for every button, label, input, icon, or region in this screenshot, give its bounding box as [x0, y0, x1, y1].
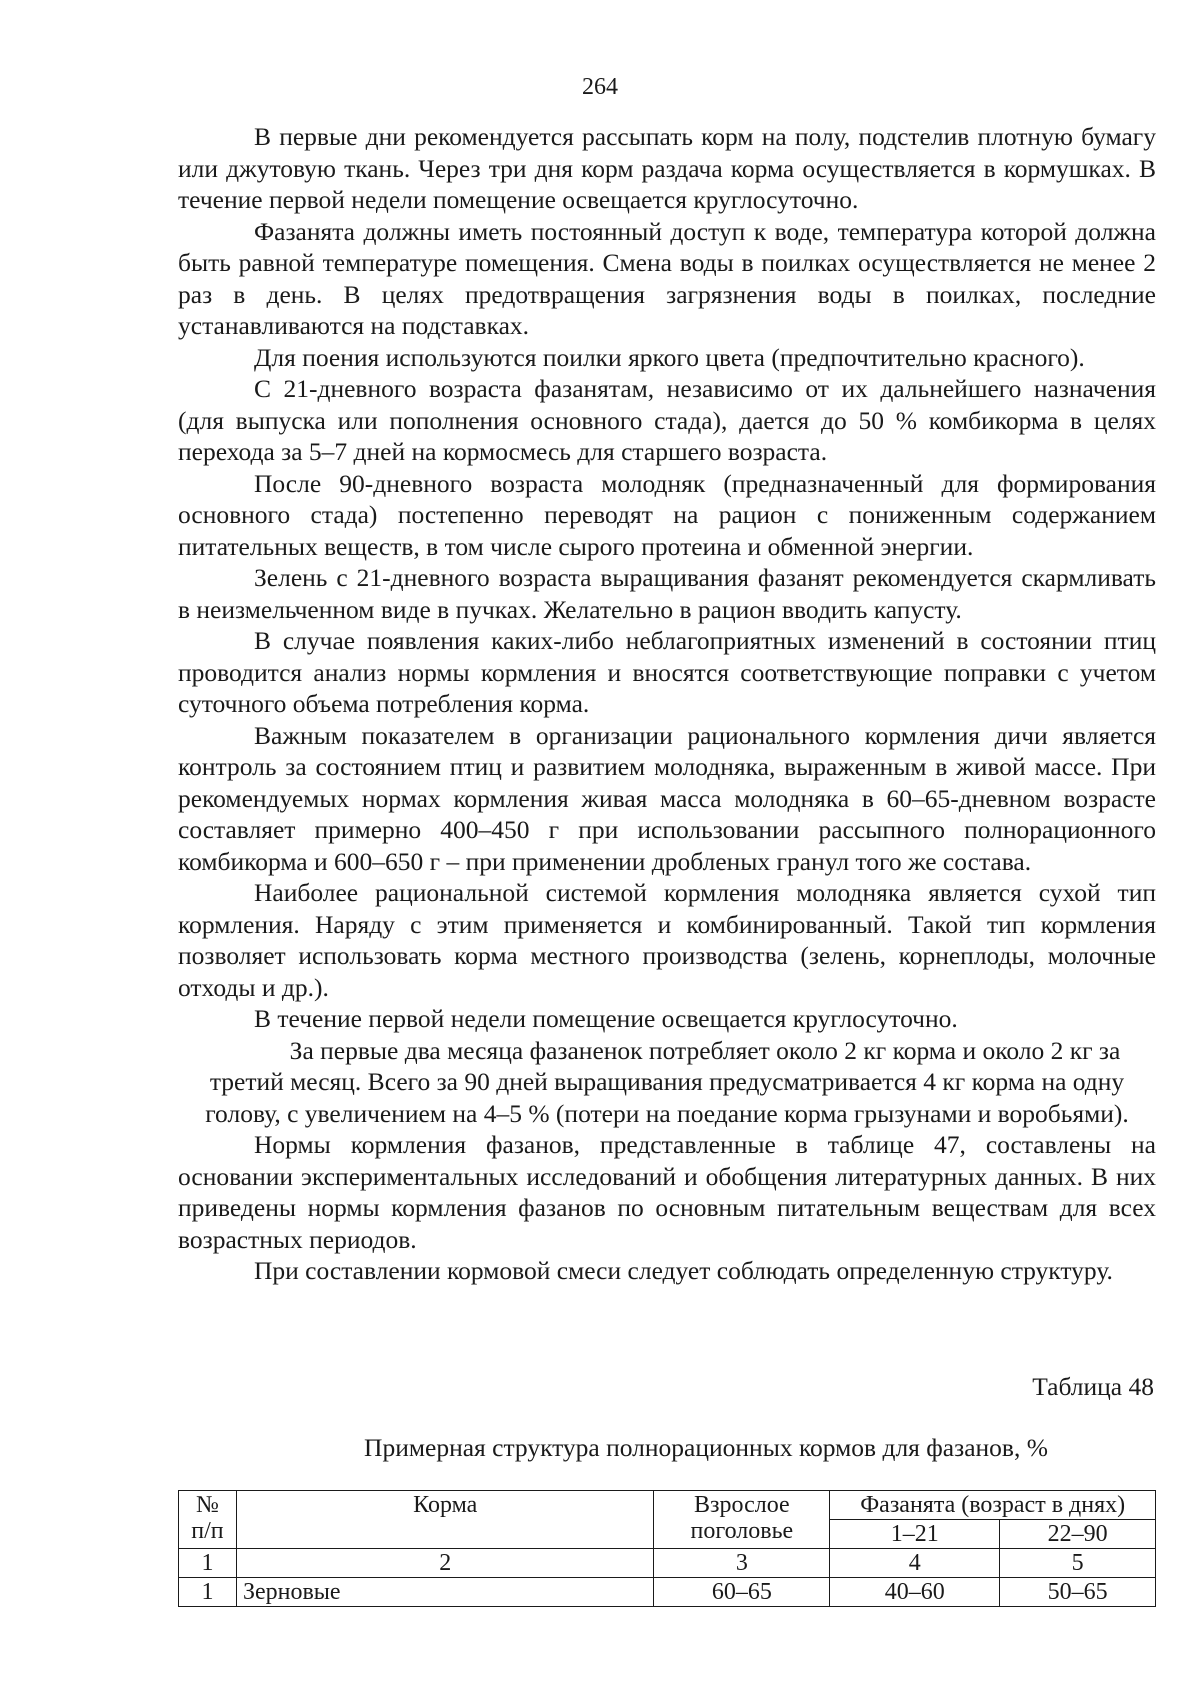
column-number-cell: 1 [179, 1549, 237, 1578]
paragraph: После 90-дневного возраста молодняк (предназначенный для формирования основного стада) постепенно переводят на рацион с пониженным содержанием питательных веществ, в том числе сырого протеина и обменной энергии. [178, 468, 1156, 561]
table-header-row [179, 1491, 1156, 1520]
paragraph: В первые дни рекомендуется рассыпать корм на полу, подстелив плотную бумагу или джутовую ткань. Через три дня корм раздача корма осуществляется в кормушках. В течение первой недели помещение освещается круглосуточно. [178, 122, 1156, 214]
paragraph: В течение первой недели помещение освещается круглосуточно. [254, 1004, 958, 1033]
feed-structure-table [178, 1490, 1156, 1607]
table-cell: 50–65 [1000, 1578, 1156, 1607]
column-number-cell: 2 [236, 1549, 653, 1578]
paragraph: Важным показателем в организации рационального кормления дичи является контроль за состоянием птиц и развитием молодняка, выраженным в живой массе. При рекомендуемых нормах кормления живая масса молодняка в 60–65-дневном возрасте составляет примерно 400–450 г при использовании рассыпного полнорационного комбикорма и 600–650 г – при применении дробленых гранул того же состава. [178, 720, 1156, 876]
header-cell-feed: Корма [236, 1491, 653, 1549]
header-text: поголовье [690, 1518, 794, 1544]
paragraph: Зелень с 21-дневного возраста выращивания фазанят рекомендуется скармливать в неизмельченном виде в пучках. Желательно в рацион вводить капусту. [178, 563, 1156, 624]
header-cell-adult [654, 1491, 830, 1549]
header-text: п/п [191, 1518, 224, 1544]
paragraph: Нормы кормления фазанов, представленные в таблице 47, составлены на основании экспериментальных исследований и обобщения литературных данных. В них приведены нормы кормления фазанов по основным питательным веществам для всех возрастных периодов. [178, 1130, 1156, 1254]
paragraph: В случае появления каких-либо неблагоприятных изменений в состоянии птиц проводится анализ нормы кормления и вносятся соответствующие поправки с учетом суточного объема потребления корма. [178, 626, 1156, 718]
header-cell-age: 22–90 [1000, 1520, 1156, 1549]
paragraph: Для поения используются поилки яркого цвета (предпочтительно красного). [254, 342, 1085, 372]
table-row [179, 1578, 1156, 1607]
column-number-cell: 3 [654, 1549, 830, 1578]
header-text: № [196, 1492, 219, 1518]
page-number: 264 [582, 74, 618, 100]
column-number-cell: 5 [1000, 1549, 1156, 1578]
table-title: Примерная структура полнорационных кормов для фазанов, % [364, 1433, 1048, 1462]
paragraph: Фазанята должны иметь постоянный доступ к воде, температура которой должна быть равной температуре помещения. Смена воды в поилках осуществляется не менее 2 раз в день. В целях предотвращения загрязнения воды в поилках, последние устанавливаются на подставках. [178, 216, 1156, 340]
header-cell-chicks: Фазанята (возраст в днях) [830, 1491, 1156, 1520]
paragraph: С 21-дневного возраста фазанятам, независимо от их дальнейшего назначения (для выпуска или пополнения основного стада), дается до 50 % комбикорма в целях перехода за 5–7 дней на кормосмесь для старшего возраста. [178, 374, 1156, 466]
header-cell-age: 1–21 [830, 1520, 1000, 1549]
table-column-number-row [179, 1549, 1156, 1578]
paragraph: За первые два месяца фазаненок потребляет около 2 кг корма и около 2 кг за третий месяц. Всего за 90 дней выращивания предусматривается 4 кг корма на одну голову, с увеличением на 4–5 % (потери на поедание корма грызунами и воробьями). [205, 1035, 1129, 1128]
table-cell: 1 [179, 1578, 237, 1607]
column-number-cell: 4 [830, 1549, 1000, 1578]
paragraph: При составлении кормовой смеси следует соблюдать определенную структуру. [254, 1256, 1113, 1285]
table-cell: Зерновые [236, 1578, 653, 1607]
paragraph: Наиболее рациональной системой кормления молодняка является сухой тип кормления. Наряду с этим применяется и комбинированный. Такой тип кормления позволяет использовать корма местного производства (зелень, корнеплоды, молочные отходы и др.). [178, 878, 1156, 1002]
table-cell: 40–60 [830, 1578, 1000, 1607]
body-text [178, 121, 1156, 1287]
table-label: Таблица 48 [1032, 1372, 1154, 1401]
table-cell: 60–65 [654, 1578, 830, 1607]
header-text: Взрослое [694, 1492, 790, 1518]
header-cell-number [179, 1491, 237, 1549]
